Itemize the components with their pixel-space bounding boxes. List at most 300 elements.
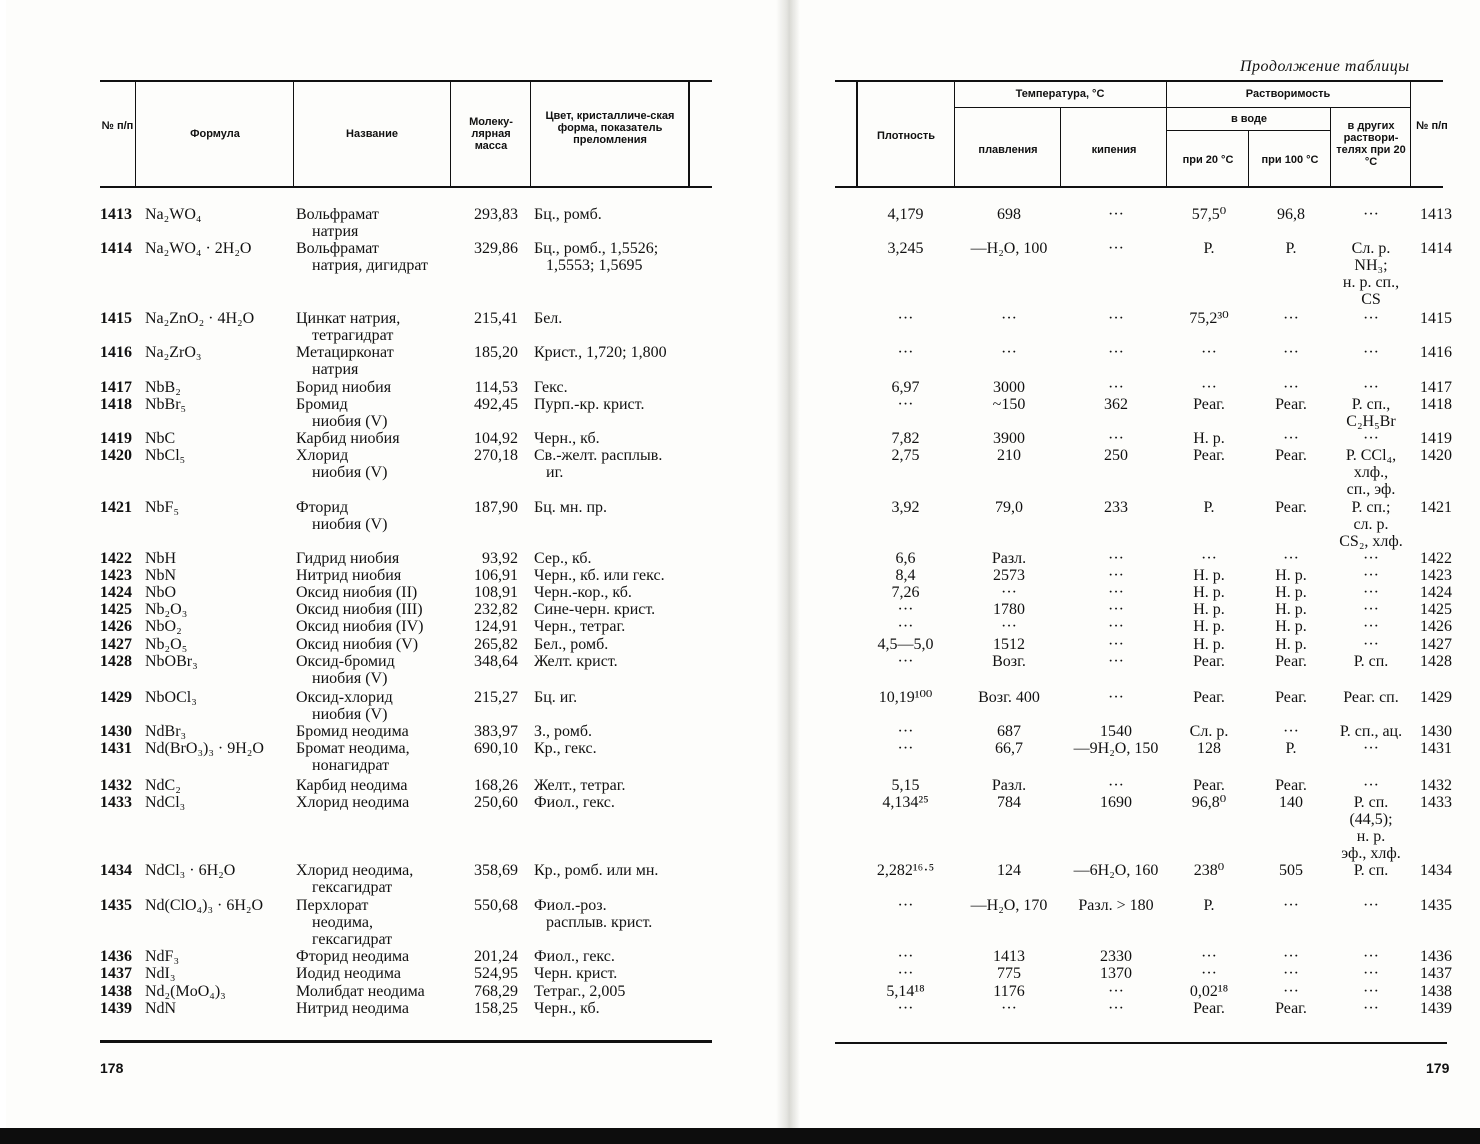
melting-point-cell: 1413 — [993, 948, 1025, 965]
solubility-other-cell: Р. сп. (44,5); н. р. эф., хлф. — [1341, 794, 1401, 862]
density-cell: 4,179 — [887, 206, 924, 223]
melting-point-cell: 775 — [997, 965, 1021, 982]
boiling-point-cell: 1690 — [1100, 794, 1132, 811]
row-number-right: 1428 — [1420, 653, 1452, 670]
solubility-other-cell: ··· — [1363, 379, 1379, 396]
melting-point-cell: 698 — [997, 206, 1021, 223]
right-subheader-rule — [954, 107, 1410, 108]
row-number: 1421 — [100, 499, 132, 516]
solubility-water-20-cell: Н. р. — [1193, 636, 1225, 653]
melting-point-cell: 124 — [997, 862, 1021, 879]
solubility-other-cell: ··· — [1363, 948, 1379, 965]
molar-mass-cell: 106,91 — [474, 567, 518, 584]
formula-cell: NbCl₅ — [145, 447, 186, 464]
header-melting: плавления — [978, 144, 1038, 156]
melting-point-cell: 1176 — [993, 983, 1025, 1000]
density-cell: 7,82 — [891, 430, 920, 447]
header-density: Плотность — [876, 130, 936, 142]
name-cell: Оксид ниобия (V) — [296, 636, 419, 653]
row-number: 1417 — [100, 379, 132, 396]
boiling-point-cell: —6H₂O, 160 — [1073, 862, 1159, 879]
solubility-water-100-cell: Н. р. — [1275, 601, 1307, 618]
solubility-other-cell: ··· — [1363, 965, 1379, 982]
melting-point-cell: Возг. — [992, 653, 1026, 670]
right-header-bottom-rule — [835, 186, 1443, 188]
name-cell: Нитрид неодима — [296, 1000, 410, 1017]
row-number: 1431 — [100, 740, 132, 757]
solubility-water-20-cell: ··· — [1201, 948, 1217, 965]
solubility-water-20-cell: Реаг. — [1193, 777, 1225, 794]
solubility-water-100-cell: Реаг. — [1275, 777, 1307, 794]
solubility-water-20-cell: Н. р. — [1193, 601, 1225, 618]
row-number: 1413 — [100, 206, 132, 223]
solubility-other-cell: ··· — [1363, 1000, 1379, 1017]
right-col-divider — [1060, 108, 1061, 186]
molar-mass-cell: 358,69 — [474, 862, 518, 879]
name-cell: Бромид ниобия (V) — [296, 396, 388, 430]
name-cell: Хлорид неодима — [296, 794, 410, 811]
name-cell: Нитрид ниобия — [296, 567, 402, 584]
name-cell: Оксид-бромид ниобия (V) — [296, 653, 395, 687]
row-number: 1418 — [100, 396, 132, 413]
color-form-cell: Бц. иг. — [534, 689, 578, 706]
solubility-water-100-cell: Р. — [1285, 740, 1297, 757]
page-edge — [0, 0, 6, 1144]
row-number-right: 1438 — [1420, 983, 1452, 1000]
book-gutter — [776, 0, 800, 1144]
boiling-point-cell: ··· — [1108, 689, 1124, 706]
solubility-water-20-cell: 128 — [1197, 740, 1221, 757]
scan-bottom-border — [0, 1128, 1480, 1144]
solubility-water-20-cell: Р. — [1203, 240, 1215, 257]
row-number-right: 1418 — [1420, 396, 1452, 413]
row-number: 1434 — [100, 862, 132, 879]
color-form-cell: Крист., 1,720; 1,800 — [534, 344, 667, 361]
solubility-other-cell: Р. CCl₄, хлф., сп., эф. — [1345, 447, 1397, 498]
solubility-water-20-cell: Реаг. — [1193, 1000, 1225, 1017]
boiling-point-cell: ··· — [1108, 601, 1124, 618]
row-number: 1439 — [100, 1000, 132, 1017]
solubility-water-100-cell: ··· — [1283, 965, 1299, 982]
solubility-water-20-cell: 75,2³⁰ — [1189, 310, 1229, 327]
header-name: Название — [346, 128, 398, 140]
solubility-water-100-cell: Н. р. — [1275, 618, 1307, 635]
solubility-water-100-cell: Р. — [1285, 240, 1297, 257]
solubility-other-cell: ··· — [1363, 636, 1379, 653]
header-in-water: в воде — [1230, 113, 1268, 125]
name-cell: Гидрид ниобия — [296, 550, 400, 567]
density-cell: 10,19¹⁰⁰ — [878, 689, 933, 706]
melting-point-cell: 3900 — [993, 430, 1025, 447]
row-number-right: 1416 — [1420, 344, 1452, 361]
solubility-water-100-cell: Реаг. — [1275, 653, 1307, 670]
molar-mass-cell: 232,82 — [474, 601, 518, 618]
formula-cell: NbF₅ — [145, 499, 180, 516]
solubility-other-cell: ··· — [1363, 618, 1379, 635]
melting-point-cell: 2573 — [993, 567, 1025, 584]
density-cell: 6,97 — [891, 379, 920, 396]
melting-point-cell: ~150 — [992, 396, 1026, 413]
name-cell: Иодид неодима — [296, 965, 401, 982]
boiling-point-cell: ··· — [1108, 310, 1124, 327]
density-cell: ··· — [897, 897, 914, 914]
solubility-other-cell: Р. сп. — [1353, 653, 1389, 670]
solubility-water-100-cell: ··· — [1283, 344, 1299, 361]
color-form-cell: Пурп.-кр. крист. — [534, 396, 645, 413]
formula-cell: Na₂ZrO₃ — [145, 344, 202, 361]
left-header-bottom-rule — [100, 186, 712, 188]
row-number-right: 1415 — [1420, 310, 1452, 327]
row-number-right: 1417 — [1420, 379, 1452, 396]
formula-cell: Nb₂O₃ — [145, 601, 188, 618]
density-cell: 2,282¹⁶·⁵ — [876, 862, 935, 879]
formula-cell: NbOCl₃ — [145, 689, 197, 706]
row-number: 1426 — [100, 618, 132, 635]
solubility-water-20-cell: Реаг. — [1193, 689, 1225, 706]
boiling-point-cell: ··· — [1108, 379, 1124, 396]
density-cell: ··· — [897, 1000, 914, 1017]
molar-mass-cell: 383,97 — [474, 723, 518, 740]
row-number-right: 1426 — [1420, 618, 1452, 635]
row-number-right: 1433 — [1420, 794, 1452, 811]
color-form-cell: Черн., кб. или гекс. — [534, 567, 665, 584]
solubility-water-100-cell: ··· — [1283, 379, 1299, 396]
molar-mass-cell: 524,95 — [474, 965, 518, 982]
formula-cell: NdN — [145, 1000, 177, 1017]
color-form-cell: Черн. крист. — [534, 965, 618, 982]
row-number-right: 1427 — [1420, 636, 1452, 653]
right-col-divider — [1330, 108, 1331, 186]
row-number: 1433 — [100, 794, 132, 811]
left-header-top-rule — [100, 80, 712, 82]
solubility-water-100-cell: ··· — [1283, 983, 1299, 1000]
formula-cell: Nd(BrO₃)₃ · 9H₂O — [145, 740, 264, 757]
row-number: 1429 — [100, 689, 132, 706]
density-cell: 4,5—5,0 — [877, 636, 934, 653]
solubility-other-cell: Р. сп.; сл. р. CS₂, хлф. — [1339, 499, 1403, 550]
molar-mass-cell: 348,64 — [474, 653, 518, 670]
solubility-other-cell: ··· — [1363, 430, 1379, 447]
name-cell: Бромат неодима, нонагидрат — [296, 740, 410, 774]
formula-cell: NbC — [145, 430, 176, 447]
row-number-right: 1435 — [1420, 897, 1452, 914]
left-col-divider — [450, 82, 451, 186]
row-number: 1435 — [100, 897, 132, 914]
color-form-cell: Черн., тетраг. — [534, 618, 626, 635]
row-number: 1423 — [100, 567, 132, 584]
solubility-water-20-cell: ··· — [1201, 379, 1217, 396]
solubility-other-cell: Р. сп. — [1353, 862, 1389, 879]
solubility-other-cell: ··· — [1363, 601, 1379, 618]
row-number: 1427 — [100, 636, 132, 653]
color-form-cell: Бел. — [534, 310, 563, 327]
header-water-20: при 20 °С — [1182, 154, 1234, 166]
solubility-water-20-cell: 238⁰ — [1193, 862, 1225, 879]
solubility-water-20-cell: ··· — [1201, 965, 1217, 982]
melting-point-cell: ··· — [1001, 344, 1017, 361]
color-form-cell: Кр., ромб. или мн. — [534, 862, 659, 879]
name-cell: Оксид ниобия (II) — [296, 584, 418, 601]
molar-mass-cell: 187,90 — [474, 499, 518, 516]
name-cell: Молибдат неодима — [296, 983, 425, 1000]
row-number-right: 1413 — [1420, 206, 1452, 223]
solubility-water-20-cell: ··· — [1201, 344, 1217, 361]
melting-point-cell: —H₂O, 100 — [970, 240, 1048, 257]
molar-mass-cell: 250,60 — [474, 794, 518, 811]
left-col-divider — [135, 82, 136, 186]
row-number-right: 1429 — [1420, 689, 1452, 706]
formula-cell: NbBr₅ — [145, 396, 187, 413]
color-form-cell: Бц., ромб. — [534, 206, 602, 223]
molar-mass-cell: 201,24 — [474, 948, 518, 965]
formula-cell: NdI₃ — [145, 965, 176, 982]
color-form-cell: Фиол., гекс. — [534, 948, 615, 965]
solubility-water-100-cell: ··· — [1283, 550, 1299, 567]
density-cell: ··· — [897, 723, 914, 740]
name-cell: Карбид ниобия — [296, 430, 400, 447]
melting-point-cell: 687 — [997, 723, 1021, 740]
molar-mass-cell: 690,10 — [474, 740, 518, 757]
boiling-point-cell: 1370 — [1100, 965, 1132, 982]
solubility-water-20-cell: 57,5⁰ — [1191, 206, 1227, 223]
boiling-point-cell: ··· — [1108, 1000, 1124, 1017]
header-water-100: при 100 °С — [1261, 154, 1319, 166]
solubility-other-cell: ··· — [1363, 206, 1379, 223]
row-number-right: 1431 — [1420, 740, 1452, 757]
header-boiling: кипения — [1091, 144, 1137, 156]
melting-point-cell: 79,0 — [995, 499, 1023, 516]
formula-cell: NdCl₃ · 6H₂O — [145, 862, 236, 879]
melting-point-cell: 3000 — [993, 379, 1025, 396]
solubility-water-20-cell: 0,02¹⁸ — [1189, 983, 1229, 1000]
row-number-right: 1425 — [1420, 601, 1452, 618]
row-number-right: 1422 — [1420, 550, 1452, 567]
formula-cell: NbN — [145, 567, 177, 584]
row-number-right: 1421 — [1420, 499, 1452, 516]
melting-point-cell: Разл. — [991, 550, 1027, 567]
density-cell: ··· — [897, 396, 914, 413]
name-cell: Вольфрамат натрия — [296, 206, 379, 240]
molar-mass-cell: 108,91 — [474, 584, 518, 601]
density-cell: 5,14¹⁸ — [886, 983, 925, 1000]
row-number-right: 1436 — [1420, 948, 1452, 965]
melting-point-cell: —H₂O, 170 — [970, 897, 1048, 914]
name-cell: Фторид неодима — [296, 948, 410, 965]
name-cell: Метацирконат натрия — [296, 344, 394, 378]
left-footer-rule — [100, 1040, 712, 1043]
formula-cell: NdBr₃ — [145, 723, 187, 740]
molar-mass-cell: 93,92 — [482, 550, 518, 567]
solubility-water-20-cell: Реаг. — [1193, 653, 1225, 670]
continuation-caption: Продолжение таблицы — [1240, 58, 1410, 75]
melting-point-cell: ··· — [1001, 618, 1017, 635]
molar-mass-cell: 550,68 — [474, 897, 518, 914]
molar-mass-cell: 492,45 — [474, 396, 518, 413]
formula-cell: Nd(ClO₄)₃ · 6H₂O — [145, 897, 264, 914]
density-cell: ··· — [897, 344, 914, 361]
density-cell: 6,6 — [895, 550, 916, 567]
solubility-water-100-cell: Н. р. — [1275, 636, 1307, 653]
solubility-other-cell: Р. сп., ац. — [1339, 723, 1403, 740]
boiling-point-cell: ··· — [1108, 618, 1124, 635]
header-num: № п/п — [101, 120, 134, 132]
name-cell: Карбид неодима — [296, 777, 408, 794]
header-other-solvents: в других раствори-телях при 20 °С — [1336, 120, 1406, 168]
molar-mass-cell: 265,82 — [474, 636, 518, 653]
row-number-right: 1430 — [1420, 723, 1452, 740]
row-number: 1422 — [100, 550, 132, 567]
molar-mass-cell: 124,91 — [474, 618, 518, 635]
row-number-right: 1439 — [1420, 1000, 1452, 1017]
row-number-right: 1432 — [1420, 777, 1452, 794]
solubility-water-20-cell: ··· — [1201, 550, 1217, 567]
row-number: 1437 — [100, 965, 132, 982]
formula-cell: NbB₂ — [145, 379, 181, 396]
right-footer-rule — [835, 1042, 1447, 1044]
color-form-cell: Бц. мн. пр. — [534, 499, 607, 516]
formula-cell: NdC₂ — [145, 777, 181, 794]
row-number: 1414 — [100, 240, 132, 257]
solubility-water-100-cell: Реаг. — [1275, 1000, 1307, 1017]
boiling-point-cell: ··· — [1108, 653, 1124, 670]
formula-cell: NdF₃ — [145, 948, 180, 965]
color-form-cell: Св.-желт. расплыв. иг. — [534, 447, 663, 481]
color-form-cell: Черн., кб. — [534, 430, 600, 447]
formula-cell: NbH — [145, 550, 177, 567]
boiling-point-cell: ··· — [1108, 344, 1124, 361]
header-solubility: Растворимость — [1245, 88, 1331, 100]
name-cell: Оксид-хлорид ниобия (V) — [296, 689, 393, 723]
color-form-cell: Тетраг., 2,005 — [534, 983, 626, 1000]
density-cell: ··· — [897, 601, 914, 618]
row-number: 1438 — [100, 983, 132, 1000]
formula-cell: Nb₂O₅ — [145, 636, 188, 653]
left-col-divider — [293, 82, 294, 186]
molar-mass-cell: 270,18 — [474, 447, 518, 464]
boiling-point-cell: Разл. > 180 — [1078, 897, 1154, 914]
row-number-right: 1424 — [1420, 584, 1452, 601]
name-cell: Фторид ниобия (V) — [296, 499, 388, 533]
formula-cell: NbO — [145, 584, 177, 601]
color-form-cell: Бц., ромб., 1,5526; 1,5553; 1,5695 — [534, 240, 659, 274]
solubility-water-100-cell: ··· — [1283, 948, 1299, 965]
molar-mass-cell: 168,26 — [474, 777, 518, 794]
solubility-other-cell: ··· — [1363, 897, 1379, 914]
boiling-point-cell: 362 — [1104, 396, 1128, 413]
name-cell: Борид ниобия — [296, 379, 392, 396]
right-col-divider — [1166, 82, 1167, 186]
row-number: 1428 — [100, 653, 132, 670]
name-cell: Оксид ниобия (III) — [296, 601, 423, 618]
right-col-divider — [1410, 82, 1411, 186]
color-form-cell: З., ромб. — [534, 723, 592, 740]
melting-point-cell: 210 — [997, 447, 1021, 464]
solubility-other-cell: ··· — [1363, 344, 1379, 361]
formula-cell: Na₂WO₄ — [145, 206, 202, 223]
name-cell: Оксид ниобия (IV) — [296, 618, 424, 635]
row-number-right: 1423 — [1420, 567, 1452, 584]
header-num-right: № п/п — [1416, 120, 1448, 132]
boiling-point-cell: ··· — [1108, 983, 1124, 1000]
molar-mass-cell: 329,86 — [474, 240, 518, 257]
boiling-point-cell: ··· — [1108, 206, 1124, 223]
boiling-point-cell: —9H₂O, 150 — [1073, 740, 1159, 757]
name-cell: Хлорид ниобия (V) — [296, 447, 388, 481]
density-cell: ··· — [897, 965, 914, 982]
page-number-left: 178 — [100, 1060, 124, 1076]
color-form-cell: Фиол., гекс. — [534, 794, 615, 811]
header-mass: Молеку-лярная масса — [469, 116, 513, 152]
color-form-cell: Черн.-кор., кб. — [534, 584, 632, 601]
density-cell: ··· — [897, 740, 914, 757]
solubility-water-100-cell: 96,8 — [1277, 206, 1305, 223]
density-cell: 5,15 — [891, 777, 920, 794]
solubility-water-20-cell: Р. — [1203, 897, 1215, 914]
solubility-water-20-cell: Реаг. — [1193, 396, 1225, 413]
solubility-other-cell: ··· — [1363, 983, 1379, 1000]
boiling-point-cell: ··· — [1108, 240, 1124, 257]
solubility-water-100-cell: Реаг. — [1275, 689, 1307, 706]
solubility-water-100-cell: 505 — [1279, 862, 1303, 879]
melting-point-cell: Разл. — [991, 777, 1027, 794]
left-col-divider — [688, 82, 690, 186]
solubility-other-cell: ··· — [1363, 584, 1379, 601]
solubility-other-cell: ··· — [1363, 310, 1379, 327]
formula-cell: NdCl₃ — [145, 794, 186, 811]
solubility-other-cell: ··· — [1363, 740, 1379, 757]
solubility-water-100-cell: ··· — [1283, 310, 1299, 327]
solubility-other-cell: ··· — [1363, 777, 1379, 794]
formula-cell: Na₂WO₄ · 2H₂O — [145, 240, 252, 257]
right-col-divider — [1248, 130, 1249, 186]
color-form-cell: Фиол.-роз. расплыв. крист. — [534, 897, 653, 931]
header-color: Цвет, кристалличе-ская форма, показатель преломления — [545, 110, 675, 146]
boiling-point-cell: 1540 — [1100, 723, 1132, 740]
molar-mass-cell: 768,29 — [474, 983, 518, 1000]
solubility-water-100-cell: ··· — [1283, 430, 1299, 447]
color-form-cell: Черн., кб. — [534, 1000, 600, 1017]
solubility-water-20-cell: Реаг. — [1193, 447, 1225, 464]
row-number: 1419 — [100, 430, 132, 447]
solubility-other-cell: Реаг. сп. — [1343, 689, 1399, 706]
density-cell: ··· — [897, 948, 914, 965]
melting-point-cell: ··· — [1001, 584, 1017, 601]
solubility-water-20-cell: Н. р. — [1193, 567, 1225, 584]
solubility-water-100-cell: Н. р. — [1275, 567, 1307, 584]
boiling-point-cell: 250 — [1104, 447, 1128, 464]
row-number: 1436 — [100, 948, 132, 965]
solubility-water-20-cell: Сл. р. — [1189, 723, 1229, 740]
density-cell: 2,75 — [891, 447, 920, 464]
right-col-divider — [954, 82, 955, 186]
boiling-point-cell: 233 — [1104, 499, 1128, 516]
molar-mass-cell: 185,20 — [474, 344, 518, 361]
formula-cell: Nd₂(MoO₄)₃ — [145, 983, 226, 1000]
molar-mass-cell: 158,25 — [474, 1000, 518, 1017]
solubility-water-20-cell: Н. р. — [1193, 430, 1225, 447]
row-number: 1420 — [100, 447, 132, 464]
header-formula: Формула — [190, 128, 240, 140]
boiling-point-cell: ··· — [1108, 584, 1124, 601]
melting-point-cell: 66,7 — [995, 740, 1023, 757]
solubility-other-cell: Р. сп., C₂H₅Br — [1346, 396, 1396, 430]
boiling-point-cell: ··· — [1108, 567, 1124, 584]
row-number: 1430 — [100, 723, 132, 740]
boiling-point-cell: ··· — [1108, 777, 1124, 794]
solubility-water-100-cell: Реаг. — [1275, 447, 1307, 464]
solubility-water-100-cell: ··· — [1283, 897, 1299, 914]
row-number-right: 1414 — [1420, 240, 1452, 257]
